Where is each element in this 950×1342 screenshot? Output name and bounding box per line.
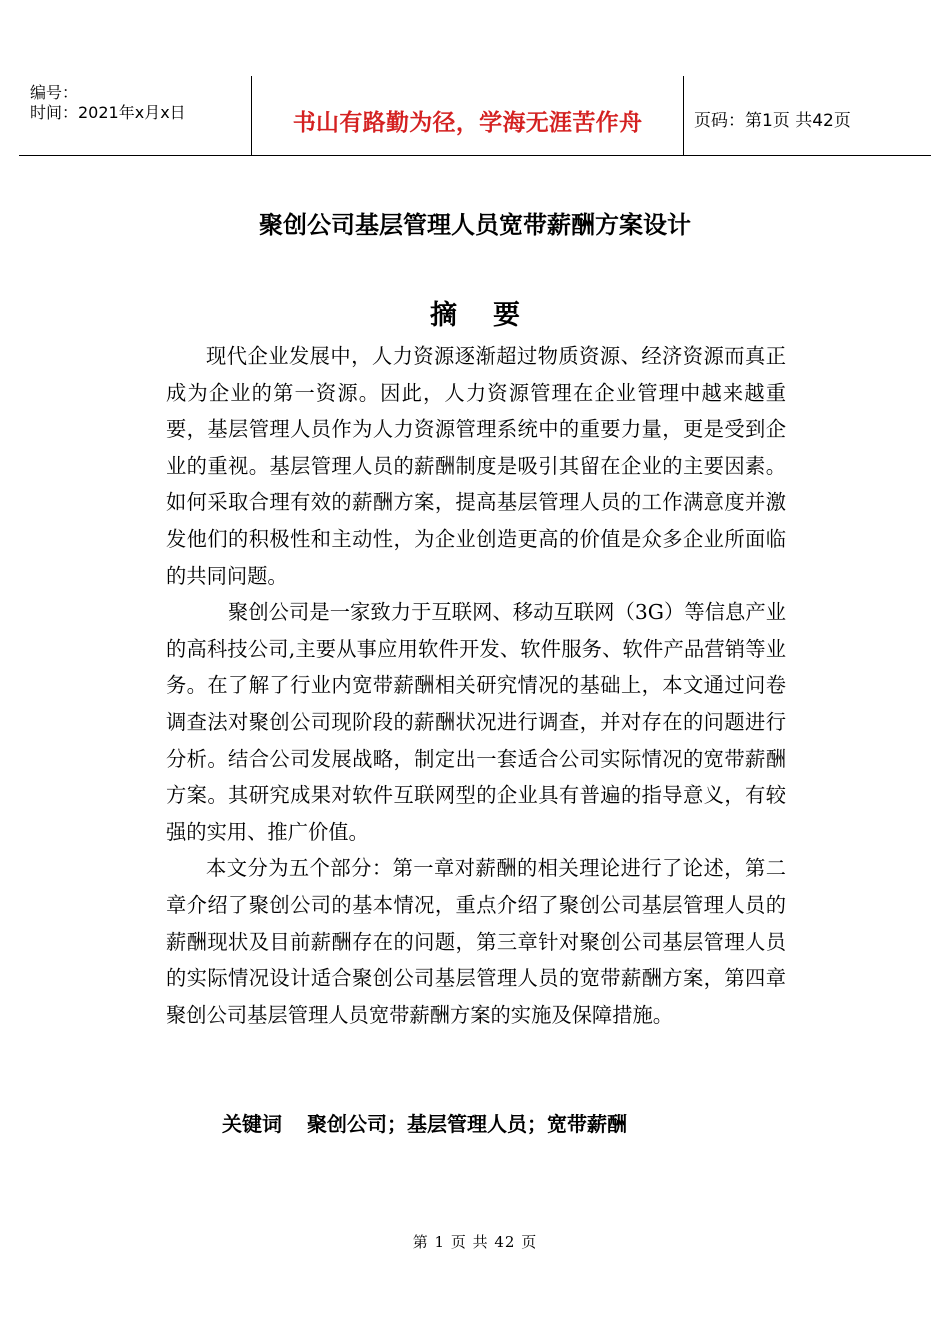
abstract-heading: 摘要 <box>430 300 556 331</box>
abstract-paragraph: 本文分为五个部分：第一章对薪酬的相关理论进行了论述，第二章介绍了聚创公司的基本情况，重点介绍了聚创公司基层管理人员的薪酬现状及目前薪酬存在的问题，第三章针对聚创公司基层管理人员的实际情况设计适合聚创公司基层管理人员的宽带薪酬方案，第四章聚创公司基层管理人员宽带薪酬方案的实施及保障措施。 <box>166 856 786 1027</box>
header-meta <box>19 76 252 156</box>
abstract-body <box>166 338 786 1033</box>
document-title: 聚创公司基层管理人员宽带薪酬方案设计 <box>259 211 691 239</box>
page-footer: 第 1 页 共 42 页 <box>412 1233 538 1251</box>
abstract-paragraph: 现代企业发展中，人力资源逐渐超过物质资源、经济资源而真正成为企业的第一资源。因此，人力资源管理在企业管理中越来越重要，基层管理人员作为人力资源管理系统中的重要力量，更是受到企业的重视。基层管理人员的薪酬制度是吸引其留在企业的主要因素。如何采取合理有效的薪酬方案，提高基层管理人员的工作满意度并激发他们的积极性和主动性，为企业创造更高的价值是众多企业所面临的共同问题。 <box>166 344 786 588</box>
keywords-label: 关键词 <box>222 1112 282 1136</box>
abstract-paragraph: 聚创公司是一家致力于互联网、移动互联网（3G）等信息产业的高科技公司,主要从事应用软件开发、软件服务、软件产品营销等业务。在了解了行业内宽带薪酬相关研究情况的基础上，本文通过问卷调查法对聚创公司现阶段的薪酬状况进行调查，并对存在的问题进行分析。结合公司发展战略，制定出一套适合公司实际情况的宽带薪酬方案。其研究成果对软件互联网型的企业具有普遍的指导意义，有较强的实用、推广价值。 <box>166 600 786 844</box>
header-page-info: 页码：第1页 共42页 <box>694 111 851 131</box>
document-number-label: 编号： <box>30 83 79 102</box>
keywords-line <box>222 1108 627 1137</box>
keywords-value: 聚创公司；基层管理人员；宽带薪酬 <box>306 1112 627 1136</box>
document-time-label: 时间：2021年x月x日 <box>30 103 186 122</box>
header-motto: 书山有路勤为径，学海无涯苦作舟 <box>252 76 684 156</box>
page-header <box>19 76 931 156</box>
